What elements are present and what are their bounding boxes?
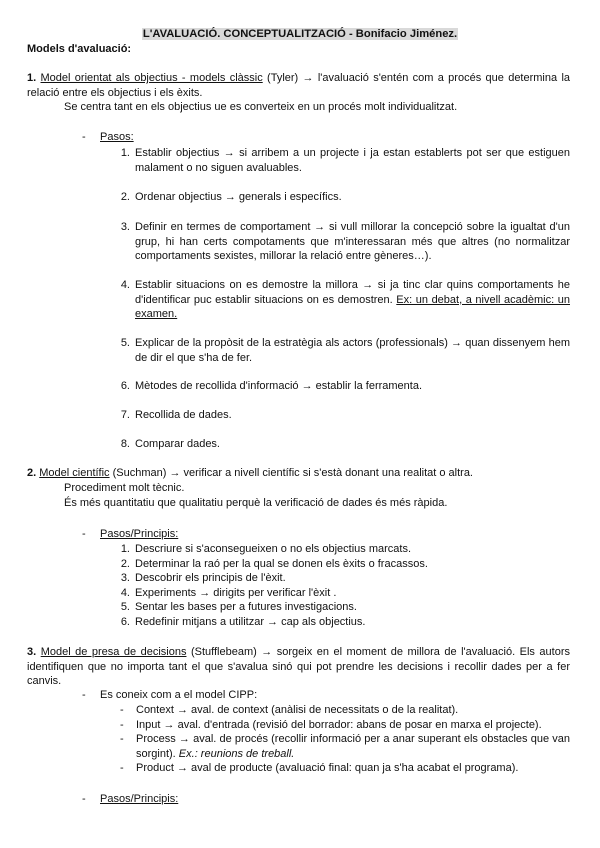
model-2-pasos-label: Pasos/Principis: <box>100 528 179 540</box>
list-item: 7. Recollida de dades. <box>120 409 232 421</box>
list-item: - Input → aval. d'entrada (revisió del borrador: abans de posar en marxa el projecte). <box>120 718 542 731</box>
model-3-pasos-label: Pasos/Principis: <box>100 793 179 805</box>
bullet-dash: - <box>82 689 86 701</box>
model-3-intro: 3. Model de presa de decisions (Stufflebeam) → sorgeix en el moment de millora de l'avaluació. Els autors identifiquen que no importa tant el que s'avalua sinó qui pot prendre les decisions i recollir dades per a fer canvis. <box>27 646 570 687</box>
model-2-name: Model científic <box>39 467 110 479</box>
list-item: 2. Determinar la raó per la qual se donen els èxits o fracassos. <box>120 557 428 570</box>
list-item: 3. Descobrir els principis de l'èxit. <box>120 572 286 584</box>
model-3-name: Model de presa de decisions <box>40 646 187 658</box>
list-item: 1. Descriure si s'aconsegueixen o no els objectius marcats. <box>120 543 412 555</box>
list-item: - Process → aval. de procés (recollir informació per a anar superant els obstacles que van sorgint). Ex.: reunions de treball. <box>120 733 570 760</box>
list-item: 3. Definir en termes de comportament → si vull millorar la concepció sobre la igualtat d'un grup, hi han certs compotaments que m'interessaran més que altres (no normalitzar comportaments sexistes, millorar la relació entre gèneres…). <box>120 221 570 262</box>
list-item: 8. Comparar dades. <box>120 438 220 450</box>
model-3-cipp-label: Es coneix com a el model CIPP: <box>100 689 258 701</box>
list-item: 4. Establir situacions on es demostre la millora → si ja tinc clar quins comportaments he d'identificar puc establir situacions on es demostren. Ex: un debat, a nivell acadèmic: un examen. <box>120 279 570 320</box>
model-2-intro: 2. Model científic (Suchman) → verificar a nivell científic si s'està donant una realitat o altra. <box>27 467 473 479</box>
document-title: L'AVALUACIÓ. CONCEPTUALITZACIÓ - Bonifacio Jiménez. <box>142 28 458 40</box>
section-heading: Models d'avaluació: <box>27 43 132 55</box>
model-1-intro: 1. Model orientat als objectius - models clàssic (Tyler) → l'avaluació s'entén com a procés que determina la relació entre els objectius i els èxits. <box>27 72 570 99</box>
list-item: - Context → aval. de context (anàlisi de necessitats o de la realitat). <box>120 704 459 716</box>
list-item: 1. Establir objectius → si arribem a un projecte i ja estan establerts pot ser que estiguen malament o no siguen avaluables. <box>120 147 570 174</box>
model-1-pasos-label: Pasos: <box>100 131 134 143</box>
bullet-dash: - <box>82 793 86 805</box>
list-item: 5. Sentar les bases per a futures investigacions. <box>120 601 357 613</box>
list-item: 2. Ordenar objectius → generals i específics. <box>120 191 342 203</box>
model-2-note: És més quantitatiu que qualitatiu perquè la verificació de dades és més ràpida. <box>64 497 448 509</box>
list-item: - Product → aval de producte (avaluació final: quan ja s'ha acabat el programa). <box>120 762 519 774</box>
list-item: 4. Experiments → dirigits per verificar l'èxit . <box>120 586 337 599</box>
model-2-note: Procediment molt tècnic. <box>64 482 185 494</box>
list-item: 5. Explicar de la propòsit de la estratègia als actors (professionals) → quan dissenyem hem de dir el que s'ha de fer. <box>120 337 570 364</box>
list-item: 6. Mètodes de recollida d'informació → establir la ferramenta. <box>120 380 423 392</box>
model-1-name: Model orientat als objectius - models clàssic <box>40 72 263 84</box>
list-item: 6. Redefinir mitjans a utilitzar → cap als objectius. <box>120 615 366 628</box>
bullet-dash: - <box>82 131 86 143</box>
model-1-note: Se centra tant en els objectius ue es converteix en un procés molt individualitzat. <box>64 101 458 113</box>
bullet-dash: - <box>82 528 86 540</box>
